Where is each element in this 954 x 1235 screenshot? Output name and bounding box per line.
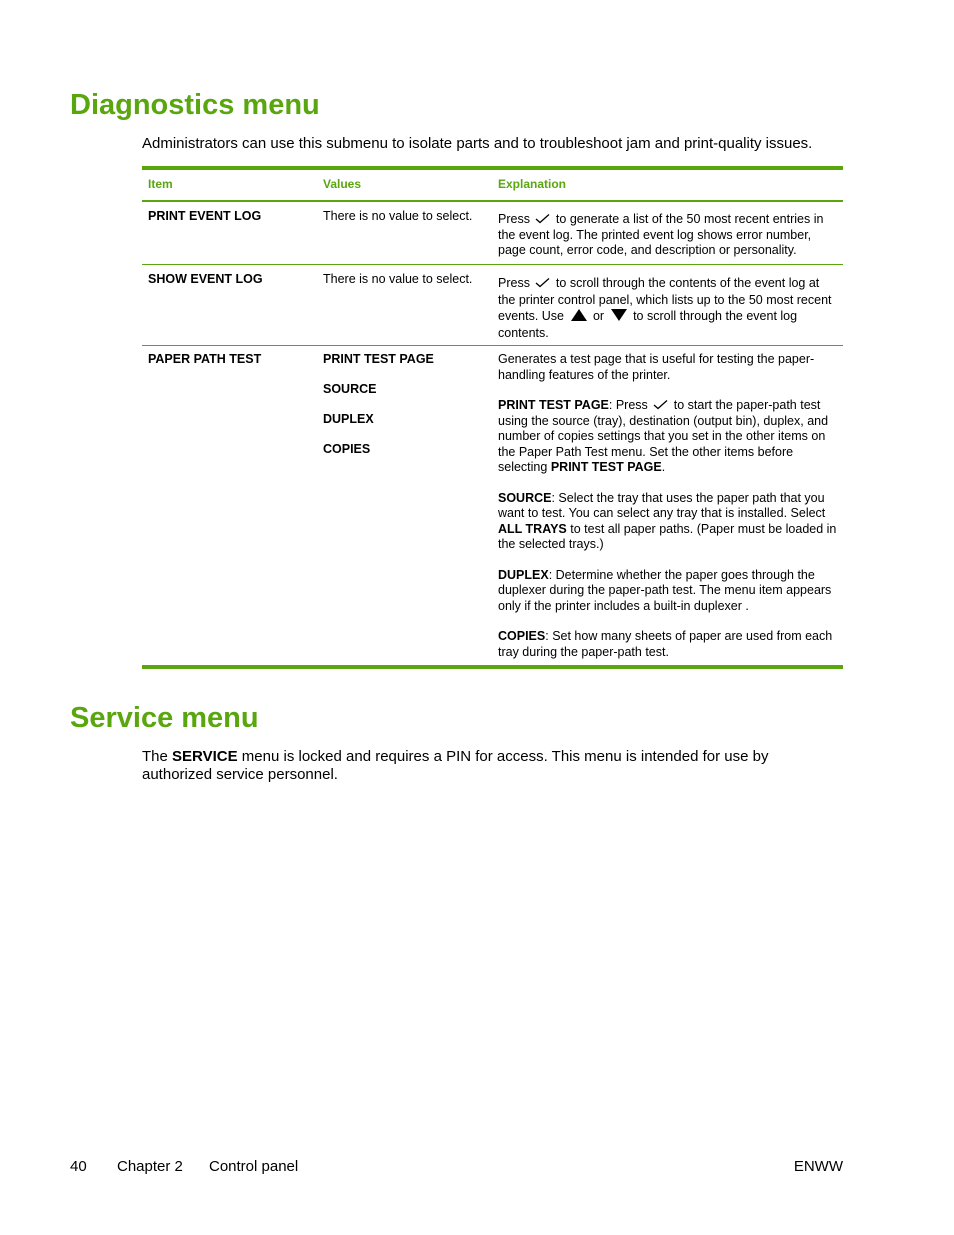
exp-label: SOURCE: [498, 490, 552, 505]
exp-source: [498, 491, 837, 553]
value-print-test-page: PRINT TEST PAGE: [323, 352, 434, 366]
row-item-paper-path-test: PAPER PATH TEST: [148, 352, 262, 366]
footer-section: Control panel: [209, 1158, 299, 1175]
down-arrow-icon: [611, 309, 627, 321]
value-copies: COPIES: [323, 442, 371, 456]
up-arrow-icon: [571, 309, 587, 321]
exp-label: PRINT TEST PAGE: [550, 460, 662, 474]
row-explanation: [492, 209, 843, 264]
service-text: menu is locked and requires a PIN for access. This menu is intended for use by authorized service personnel.: [142, 748, 769, 783]
row-explanation: [492, 352, 843, 665]
service-text: The: [142, 748, 168, 765]
table-row: [142, 265, 843, 345]
header-values: Values: [323, 177, 362, 192]
exp-label: PRINT TEST PAGE: [498, 398, 609, 412]
exp-text: : Set how many sheets of paper are used from each tray during the paper-path test.: [498, 629, 833, 659]
exp-label: ALL TRAYS: [498, 521, 567, 536]
row-value: There is no value to select.: [323, 209, 473, 223]
value-source: SOURCE: [323, 382, 377, 396]
exp-text: or: [592, 309, 605, 323]
exp-text: to scroll through the contents of the event log at the printer control panel, which lists up to the 50 most recent events. Use: [498, 276, 832, 323]
table-bottom-rule: [142, 665, 843, 669]
service-keyword: SERVICE: [172, 748, 238, 765]
header-item: Item: [148, 177, 173, 192]
checkmark-icon: [535, 213, 550, 224]
exp-text: to start the paper-path test using the source (tray), destination (output bin), duplex, and number of copies settings that you set in the other items on the Paper Path Test menu. Set the other items before selecting: [498, 398, 829, 474]
row-item-show-event-log: SHOW EVENT LOG: [148, 272, 263, 286]
row-explanation: [492, 272, 843, 345]
exp-text: to scroll through the event log contents.: [498, 309, 798, 340]
exp-text: Press: [498, 276, 530, 290]
footer-page-number: 40: [70, 1158, 87, 1175]
exp-text: to test all paper paths. (Paper must be loaded in the selected trays.): [498, 521, 837, 551]
exp-label: COPIES: [498, 629, 546, 643]
exp-text: : Select the tray that uses the paper path that you want to test. You can select any tray that is installed. Select: [498, 490, 826, 520]
exp-text: .: [661, 460, 666, 474]
service-menu-title: Service menu: [70, 702, 259, 734]
row-value: There is no value to select.: [323, 272, 473, 286]
exp-text: : Determine whether the paper goes through the duplexer during the paper-path test. The menu item appears only if the printer includes a built-in duplexer .: [498, 567, 832, 613]
row-values-list: [317, 352, 492, 665]
footer-chapter: Chapter 2: [117, 1158, 183, 1175]
table-header-row: [142, 170, 843, 200]
exp-print-test-page: [498, 398, 837, 476]
checkmark-icon: [535, 277, 550, 288]
diagnostics-intro: Administrators can use this submenu to isolate parts and to troubleshoot jam and print-quality issues.: [142, 135, 813, 152]
diagnostics-table: [142, 166, 843, 669]
exp-duplex: [498, 568, 837, 615]
table-row: [142, 346, 843, 665]
header-explanation: Explanation: [498, 177, 567, 192]
exp-intro: Generates a test page that is useful for testing the paper-handling features of the printer.: [498, 352, 815, 382]
row-item-print-event-log: PRINT EVENT LOG: [148, 209, 262, 223]
exp-label: DUPLEX: [498, 567, 549, 582]
exp-text: to generate a list of the 50 most recent entries in the event log. The printed event log shows error number, page count, error code, and description or personality.: [498, 212, 824, 257]
checkmark-icon: [653, 399, 668, 410]
service-intro: [142, 748, 832, 784]
exp-copies: [498, 629, 837, 660]
footer-enww: ENWW: [793, 1158, 843, 1175]
exp-text: Press: [498, 212, 530, 226]
diagnostics-menu-title: Diagnostics menu: [70, 89, 320, 121]
value-duplex: DUPLEX: [323, 412, 374, 426]
table-row: [142, 202, 843, 264]
exp-text: : Press: [608, 398, 648, 412]
